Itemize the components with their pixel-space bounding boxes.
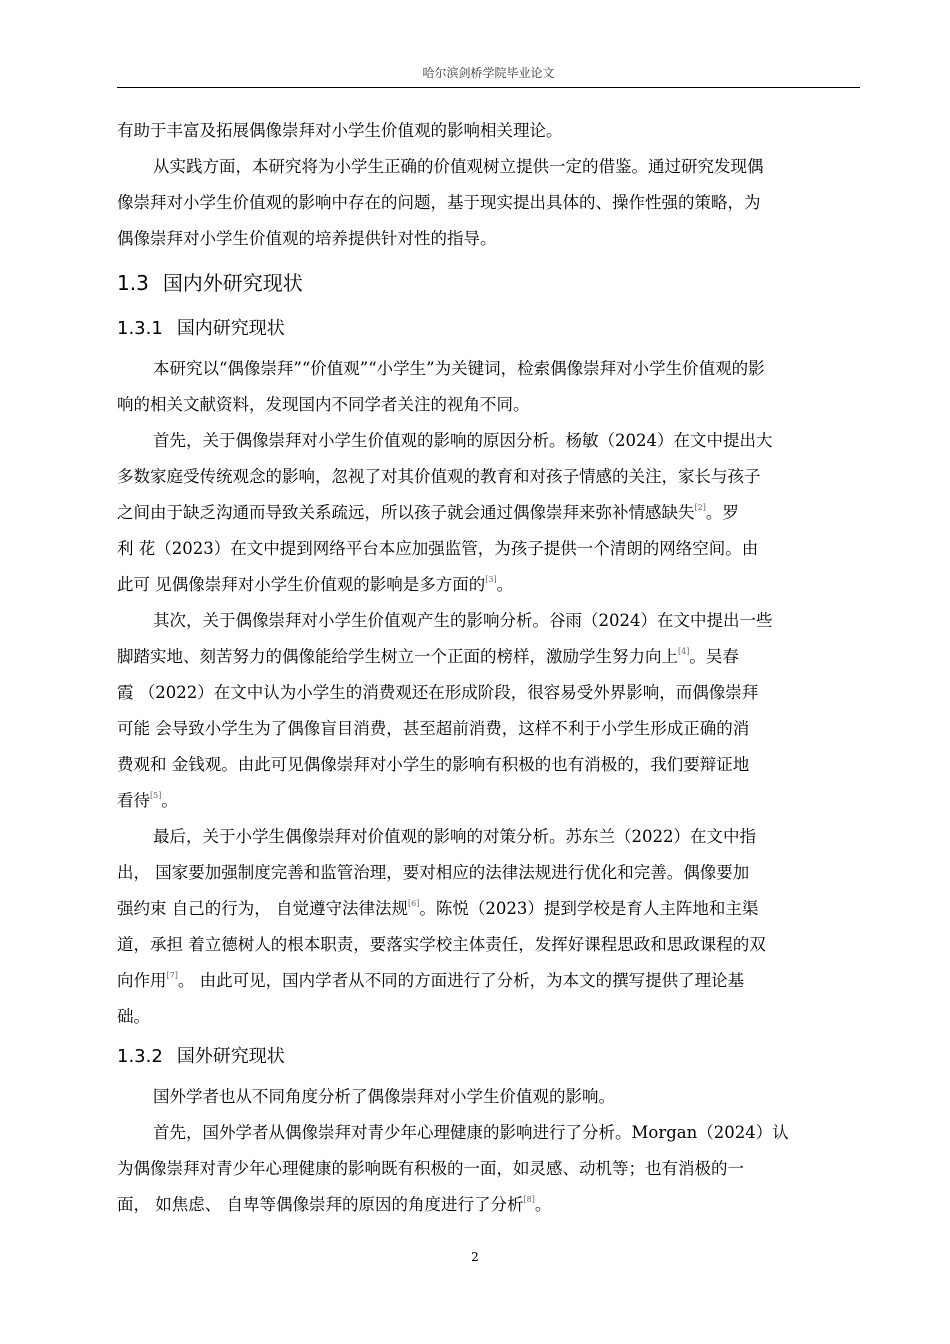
paragraph-line: 响的相关文献资料，发现国内不同学者关注的视角不同。 — [117, 395, 530, 414]
line-text: 。吴春 — [689, 647, 739, 666]
line-text: 。 — [161, 791, 178, 810]
paragraph-line: 偶像崇拜对小学生价值观的培养提供针对性的指导。 — [117, 229, 497, 248]
paragraph-line: 本研究以“偶像崇拜”“价值观”“小学生”为关键词，检索偶像崇拜对小学生价值观的影 — [153, 359, 765, 378]
line-text: 面， 如焦虑、 自卑等偶像崇拜的原因的角度进行了分析 — [117, 1195, 524, 1214]
paragraph-line — [117, 891, 860, 927]
paragraph-line — [117, 495, 860, 531]
paragraph-line — [117, 639, 860, 675]
header-rule — [117, 87, 860, 88]
subsection-number: 1.3.1 — [117, 318, 163, 339]
paragraph-line: 多数家庭受传统观念的影响，忽视了对其价值观的教育和对孩子情感的关注，家长与孩子 — [117, 467, 761, 486]
subsection-title: 国外研究现状 — [176, 1046, 285, 1067]
line-text: 强约束 自己的行为， 自觉遵守法律法规 — [117, 899, 408, 918]
citation-ref: [3] — [485, 575, 497, 584]
line-text: 向作用 — [117, 971, 167, 990]
paragraph-line — [117, 783, 860, 819]
line-text: 看待 — [117, 791, 150, 810]
line-text: 脚踏实地、刻苦努力的偶像能给学生树立一个正面的榜样，激励学生努力向上 — [117, 647, 678, 666]
paragraph-line: 为偶像崇拜对青少年心理健康的影响既有积极的一面，如灵感、动机等；也有消极的一 — [117, 1159, 744, 1178]
paragraph-line: 有助于丰富及拓展偶像崇拜对小学生价值观的影响相关理论。 — [117, 121, 563, 140]
paragraph-line — [117, 567, 860, 603]
line-text: 。 由此可见，国内学者从不同的方面进行了分析，为本文的撰写提供了理论基 — [177, 971, 745, 990]
page-number: 2 — [471, 1250, 479, 1264]
paragraph-line: 首先，国外学者从偶像崇拜对青少年心理健康的影响进行了分析。Morgan（2024）认 — [153, 1123, 789, 1142]
citation-ref: [7] — [166, 971, 178, 980]
paragraph-line: 国外学者也从不同角度分析了偶像崇拜对小学生价值观的影响。 — [153, 1087, 615, 1106]
subsection-title: 国内研究现状 — [176, 318, 285, 339]
line-text: 。陈悦（2023）提到学校是育人主阵地和主渠 — [419, 899, 759, 918]
line-text: 。 — [496, 575, 514, 594]
section-title: 国内外研究现状 — [162, 271, 303, 295]
subsection-number: 1.3.2 — [117, 1046, 163, 1067]
paragraph-line: 费观和 金钱观。由此可见偶像崇拜对小学生的影响有积极的也有消极的，我们要辩证地 — [117, 755, 750, 774]
citation-ref: [4] — [678, 647, 690, 656]
paragraph-line: 其次，关于偶像崇拜对小学生价值观产生的影响分析。谷雨（2024）在文中提出一些 — [153, 611, 773, 630]
subsection-heading — [117, 1035, 860, 1079]
line-text: 此可 见偶像崇拜对小学生价值观的影响是多方面的 — [117, 575, 486, 594]
citation-ref: [6] — [408, 899, 420, 908]
paragraph-line: 道，承担 着立德树人的根本职责，要落实学校主体责任，发挥好课程思政和思政课程的双 — [117, 935, 766, 954]
body-content — [117, 113, 860, 1223]
citation-ref: [8] — [523, 1195, 535, 1204]
running-header: 哈尔滨剑桥学院毕业论文 — [422, 66, 555, 80]
line-text: 之间由于缺乏沟通而导致关系疏远，所以孩子就会通过偶像崇拜来弥补情感缺失 — [117, 503, 695, 522]
paragraph-line: 最后，关于小学生偶像崇拜对价值观的影响的对策分析。苏东兰（2022）在文中指 — [153, 827, 756, 846]
paragraph-line: 可能 会导致小学生为了偶像盲目消费，甚至超前消费，这样不利于小学生形成正确的消 — [117, 719, 750, 738]
line-text: 。 — [534, 1195, 552, 1214]
section-heading — [117, 259, 860, 307]
paragraph-line — [117, 1187, 860, 1223]
paragraph-line: 利 花（2023）在文中提到网络平台本应加强监管，为孩子提供一个清朗的网络空间。由 — [117, 539, 759, 558]
paragraph-line: 础。 — [117, 1007, 150, 1026]
subsection-heading — [117, 307, 860, 351]
line-text: 。罗 — [705, 503, 739, 522]
paragraph-line: 出， 国家要加强制度完善和监管治理，要对相应的法律法规进行优化和完善。偶像要加 — [117, 863, 750, 882]
paragraph-line: 从实践方面，本研究将为小学生正确的价值观树立提供一定的借鉴。通过研究发现偶 — [153, 157, 764, 176]
paragraph-line: 像崇拜对小学生价值观的影响中存在的问题，基于现实提出具体的、操作性强的策略，为 — [117, 193, 761, 212]
section-number: 1.3 — [117, 271, 149, 295]
paragraph-line: 霞 （2022）在文中认为小学生的消费观还在形成阶段，很容易受外界影响，而偶像崇拜 — [117, 683, 759, 702]
citation-ref: [2] — [694, 503, 706, 512]
paragraph-line: 首先，关于偶像崇拜对小学生价值观的影响的原因分析。杨敏（2024）在文中提出大 — [153, 431, 773, 450]
paragraph-line — [117, 963, 860, 999]
citation-ref: [5] — [150, 791, 162, 800]
